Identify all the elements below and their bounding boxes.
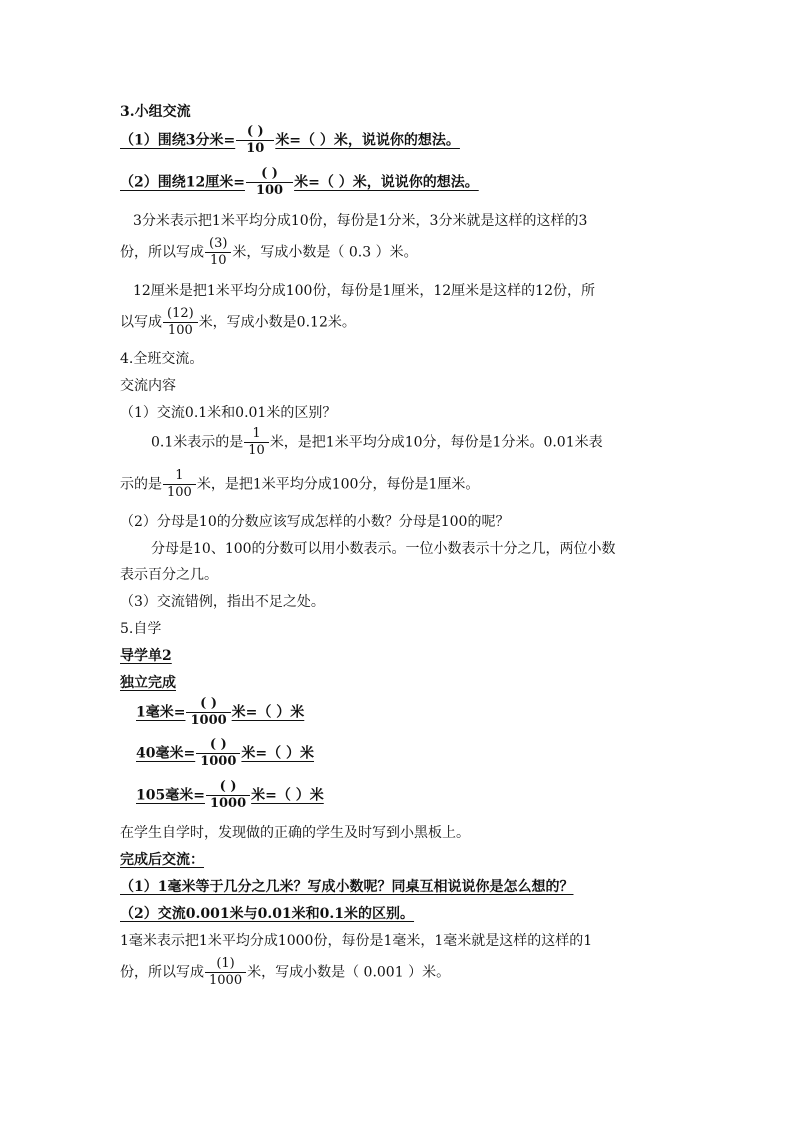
s5-question-1: （1）1毫米等于几分之几米？写成小数呢？同桌互相说说你是怎么想的？ (120, 879, 574, 895)
s4-answer-1-line-1 (151, 426, 603, 459)
s3-q2-fraction (246, 166, 293, 199)
s4-question-1: （1）交流0.1米和0.01米的区别？ (120, 405, 337, 421)
s3-q2-numerator: ( ) (246, 166, 293, 183)
e2-fraction (196, 737, 240, 770)
s4-answer-2-line-2: 表示百分之几。 (120, 567, 218, 583)
s5-a1-numerator: (1) (205, 956, 246, 973)
s4-a1-denominator: 10 (248, 443, 265, 458)
e3-denominator: 1000 (209, 796, 247, 811)
s3-q1-fraction (236, 124, 274, 157)
e1-prefix: 1毫米= (136, 704, 186, 721)
s3-question-2 (120, 166, 479, 199)
s3-a2-suffix: 米，写成小数是0.12米。 (198, 314, 356, 331)
e2-suffix: 米=（ ）米 (241, 745, 315, 762)
s4-a1b-fraction (163, 468, 196, 501)
s4-question-2: （2）分母是10的分数应该写成怎样的小数？分母是100的呢？ (120, 514, 510, 530)
e1-denominator: 1000 (190, 713, 227, 728)
s3-a2-fraction (163, 306, 198, 339)
s3-a2-denominator: 100 (167, 323, 193, 338)
s4-subtitle: 交流内容 (120, 378, 176, 394)
exercise-2 (136, 737, 314, 770)
s5-a1-denominator: 1000 (209, 973, 243, 988)
s3-q2-denominator: 100 (255, 183, 284, 198)
s4-question-3: （3）交流错例，指出不足之处。 (120, 594, 325, 610)
s3-a1-fraction (205, 236, 231, 269)
s3-q1-numerator: ( ) (236, 124, 274, 141)
e3-prefix: 105毫米= (136, 787, 205, 804)
section-3-title: 3.小组交流 (120, 104, 191, 120)
s5-a1-prefix: 份，所以写成 (120, 964, 204, 981)
s3-answer-1-line-1: 3分米表示把1米平均分成10份，每份是1分米，3分米就是这样的这样的3 (133, 213, 588, 229)
teacher-note: 在学生自学时，发现做的正确的学生及时写到小黑板上。 (120, 825, 470, 841)
s4-a1b-numerator: 1 (163, 468, 196, 485)
s5-question-2: （2）交流0.001米与0.01米和0.1米的区别。 (120, 906, 415, 922)
s4-answer-1-line-2 (120, 468, 479, 501)
guide-sheet-title: 导学单2 (120, 648, 172, 664)
e2-denominator: 1000 (200, 754, 237, 769)
s3-q2-prefix: （2）围绕12厘米= (120, 174, 245, 191)
e3-suffix: 米=（ ）米 (251, 787, 324, 804)
s3-a1-prefix: 份，所以写成 (120, 244, 204, 261)
s3-a1-suffix: 米，写成小数是（ 0.3 ）米。 (232, 244, 418, 261)
e2-prefix: 40毫米= (136, 745, 196, 762)
exercise-1 (136, 696, 304, 729)
s5-answer-line-1: 1毫米表示把1米平均分成1000份，每份是1毫米，1毫米就是这样的这样的1 (120, 933, 593, 949)
s4-a1-suffix: 米，是把1米平均分成10分，每份是1分米。0.01米表 (269, 434, 603, 451)
s4-a1b-prefix: 示的是 (120, 476, 162, 493)
e1-numerator: ( ) (186, 696, 230, 713)
s4-a1b-suffix: 米，是把1米平均分成100分，每份是1厘米。 (196, 476, 480, 493)
s3-q1-prefix: （1）围绕3分米= (120, 132, 236, 149)
s3-answer-1-line-2 (120, 236, 418, 269)
exercise-3 (136, 779, 324, 812)
s5-a1-suffix: 米，写成小数是（ 0.001 ）米。 (247, 964, 451, 981)
s3-a2-numerator: (12) (163, 306, 198, 323)
s5-a1-fraction (205, 956, 246, 989)
s4-a1b-denominator: 100 (167, 485, 192, 500)
s4-a1-fraction (244, 426, 269, 459)
s5-answer-line-2 (120, 956, 450, 989)
s4-a1-numerator: 1 (244, 426, 269, 443)
s4-answer-2-line-1: 分母是10、100的分数可以用小数表示。一位小数表示十分之几，两位小数 (151, 541, 616, 557)
s3-answer-2-line-2 (120, 306, 356, 339)
e3-fraction (206, 779, 250, 812)
e1-suffix: 米=（ ）米 (231, 704, 305, 721)
s3-a1-numerator: (3) (205, 236, 231, 253)
e2-numerator: ( ) (196, 737, 240, 754)
after-completion-title: 完成后交流： (120, 852, 204, 868)
e3-numerator: ( ) (206, 779, 250, 796)
s3-answer-2-line-1: 12厘米是把1米平均分成100份，每份是1厘米，12厘米是这样的12份，所 (133, 283, 595, 299)
s4-a1-prefix: 0.1米表示的是 (151, 434, 244, 451)
independent-work-title: 独立完成 (120, 675, 176, 691)
s3-q1-suffix: 米=（ ）米，说说你的想法。 (275, 132, 460, 149)
section-5-title: 5.自学 (120, 621, 162, 637)
s3-q2-suffix: 米=（ ）米，说说你的想法。 (294, 174, 479, 191)
e1-fraction (186, 696, 230, 729)
section-4-title: 4.全班交流。 (120, 351, 204, 367)
s3-q1-denominator: 10 (246, 141, 265, 156)
s3-question-1 (120, 124, 460, 157)
s3-a1-denominator: 10 (209, 253, 227, 268)
s3-a2-prefix: 以写成 (120, 314, 162, 331)
